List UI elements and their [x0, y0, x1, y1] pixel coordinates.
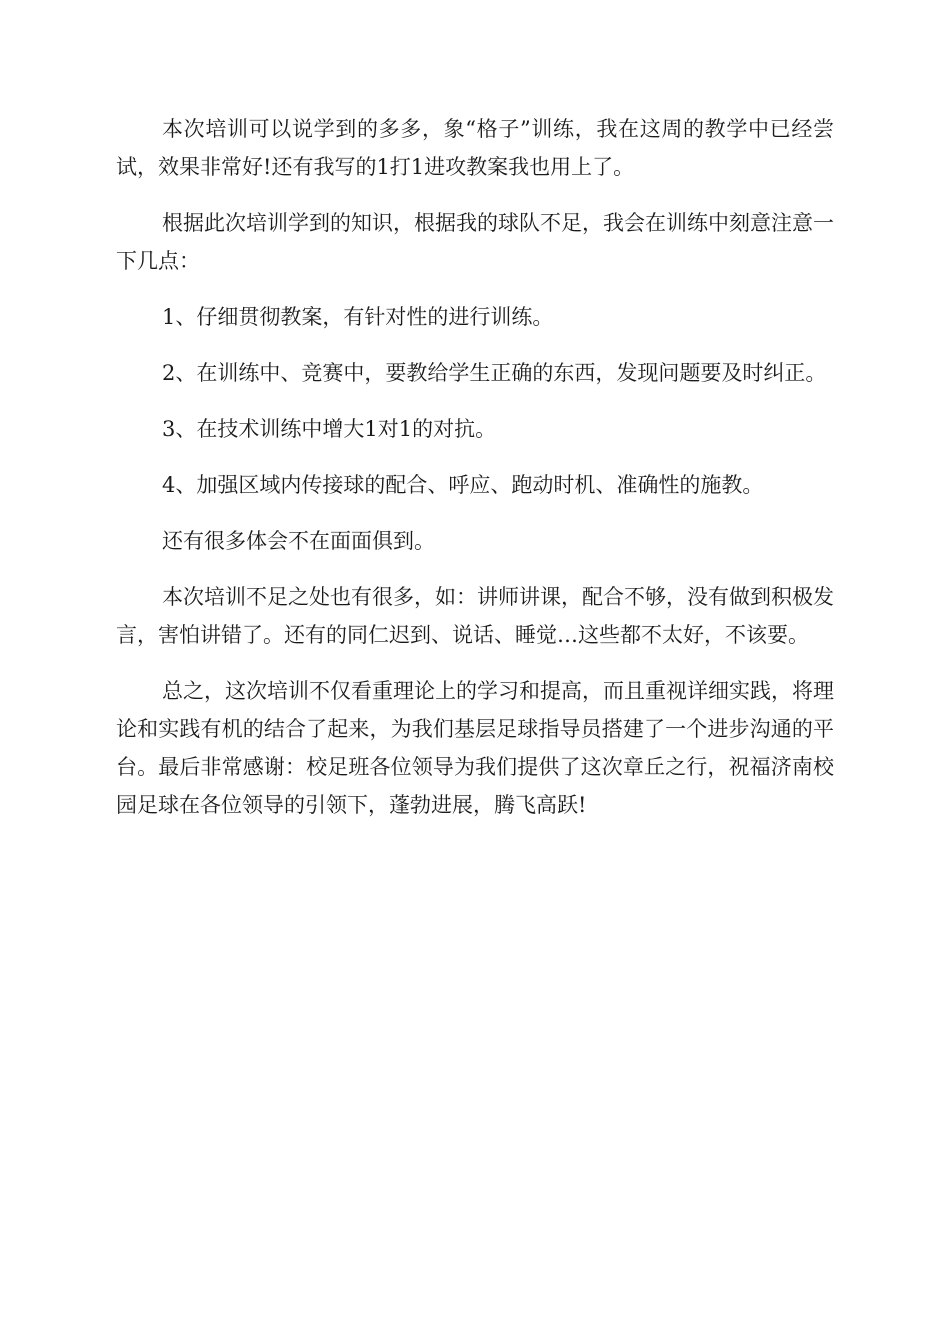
paragraph-3: 1、仔细贯彻教案，有针对性的进行训练。 [162, 305, 554, 329]
paragraph-1: 本次培训可以说学到的多多，象“格子”训练，我在这周的教学中已经尝试，效果非常好!还有我写的1打1进攻教案我也用上了。 [116, 117, 834, 179]
document-body [116, 110, 834, 842]
paragraph-9: 总之，这次培训不仅看重理论上的学习和提高，而且重视详细实践，将理论和实践有机的结合了起来，为我们基层足球指导员搭建了一个进步沟通的平台。最后非常感谢：校足班各位领导为我们提供了这次章丘之行，祝福济南校园足球在各位领导的引领下，蓬勃进展，腾飞高跃! [116, 679, 834, 817]
paragraph-5: 3、在技术训练中增大1对1的对抗。 [162, 417, 497, 441]
paragraph-4: 2、在训练中、竞赛中，要教给学生正确的东西，发现问题要及时纠正。 [162, 361, 827, 385]
paragraph-2: 根据此次培训学到的知识，根据我的球队不足，我会在训练中刻意注意一下几点： [116, 211, 834, 273]
paragraph-6: 4、加强区域内传接球的配合、呼应、跑动时机、准确性的施教。 [162, 473, 764, 497]
paragraph-7: 还有很多体会不在面面俱到。 [162, 529, 435, 553]
paragraph-8: 本次培训不足之处也有很多，如：讲师讲课，配合不够，没有做到积极发言，害怕讲错了。还有的同仁迟到、说话、睡觉…这些都不太好，不该要。 [116, 585, 834, 647]
